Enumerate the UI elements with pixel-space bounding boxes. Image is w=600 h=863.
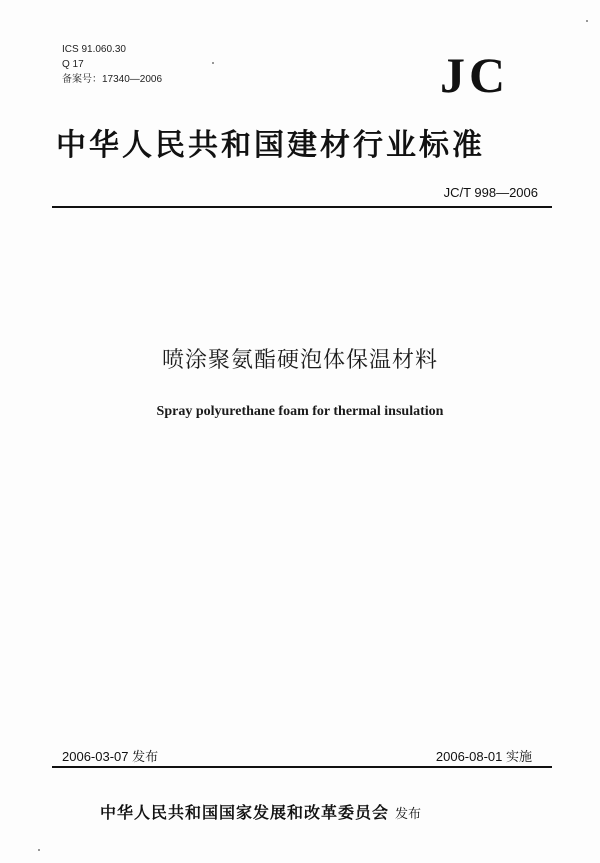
jc-logo: JC [440,47,510,103]
top-divider [52,206,552,208]
standard-title: 中华人民共和国建材行业标准 [56,128,485,163]
scan-speck [212,62,214,64]
record-number: 备案号：17340—2006 [62,74,163,85]
bottom-divider [52,766,552,768]
scan-speck [586,20,588,22]
standard-code: JC/T 998—2006 [443,185,538,200]
issuer-suffix: 发布 [395,807,422,822]
document-title-cn: 喷涂聚氨酯硬泡体保温材料 [161,348,438,373]
category-code: Q 17 [62,59,84,70]
classification-block [62,42,162,87]
ics-code: ICS 91.060.30 [62,44,126,55]
issue-date: 2006-03-07 发布 [62,749,159,764]
issuing-authority [100,800,421,823]
scan-speck [38,849,40,851]
document-title-en: Spray polyurethane foam for thermal insulation [156,404,444,419]
issuer-name: 中华人民共和国国家发展和改革委员会 [100,803,390,822]
implementation-date: 2006-08-01 实施 [435,749,532,764]
